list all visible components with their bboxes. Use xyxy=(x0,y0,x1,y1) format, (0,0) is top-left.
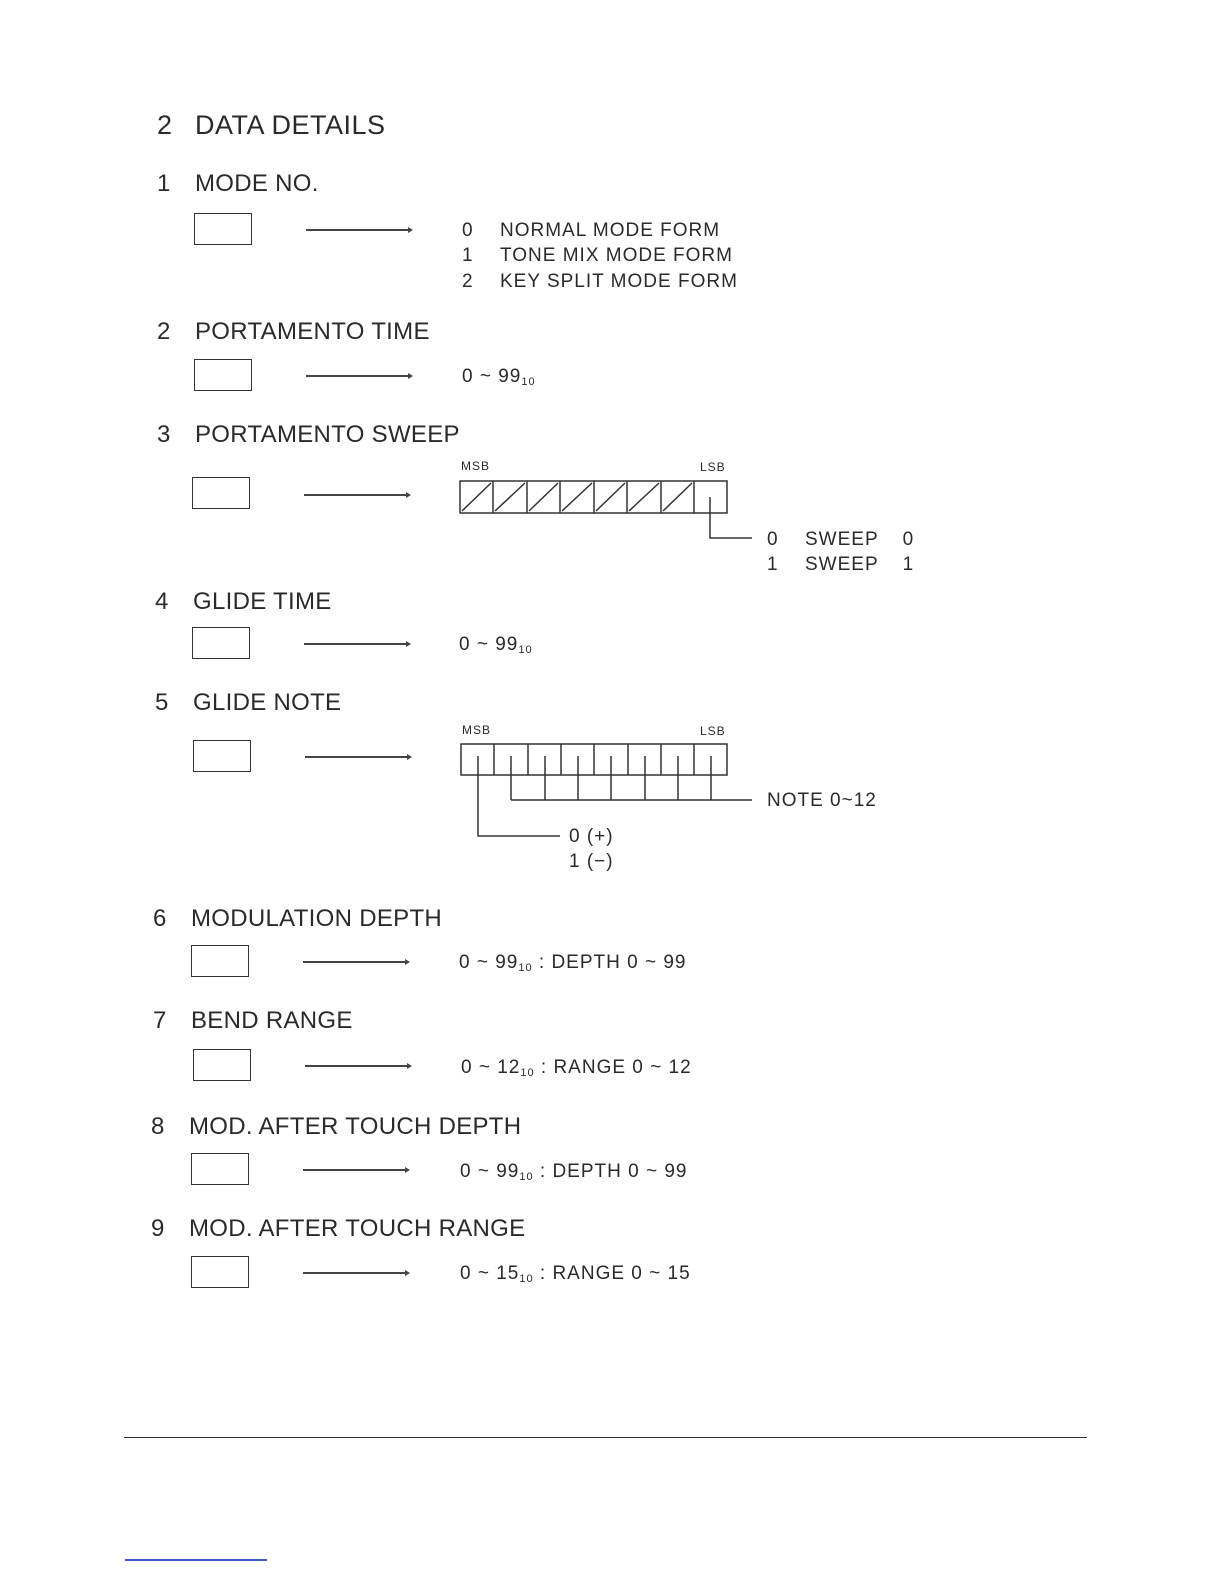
section-portamento-time: 2 PORTAMENTO TIME xyxy=(157,318,430,345)
value-range: 0 ~ $12_{10}$ : RANGE 0 ~ 12 xyxy=(461,1057,692,1079)
sign-plus-label: 0 (+) xyxy=(569,826,614,847)
section-portamento-sweep: 3 PORTAMENTO SWEEP xyxy=(157,421,460,448)
option-row: 0 NORMAL MODE FORM xyxy=(462,220,721,241)
footer-divider xyxy=(124,1437,1087,1438)
note-range-label: NOTE 0~12 xyxy=(767,790,877,811)
section-mod-after-touch-depth: 8 MOD. AFTER TOUCH DEPTH xyxy=(151,1113,522,1140)
value-range: 0 ~ $99_{10}$ : DEPTH 0 ~ 99 xyxy=(459,952,687,974)
lsb-label: LSB xyxy=(700,724,726,738)
msb-label: MSB xyxy=(462,723,492,737)
value-range: 0 ~ $15_{10}$ : RANGE 0 ~ 15 xyxy=(460,1263,691,1285)
msb-label: MSB xyxy=(461,459,491,473)
footer-link-underline xyxy=(125,1559,267,1561)
section-glide-time: 4 GLIDE TIME xyxy=(155,588,332,615)
option-row: 1 TONE MIX MODE FORM xyxy=(462,245,733,266)
section-modulation-depth: 6 MODULATION DEPTH xyxy=(153,905,443,932)
arrow-right-icon xyxy=(305,1065,409,1067)
value-range: 0 ~ $99_{10}$ xyxy=(462,366,536,388)
section-title: MODE NO. xyxy=(195,170,319,197)
option-row: 1 SWEEP 1 xyxy=(767,554,915,575)
section-glide-note: 5 GLIDE NOTE xyxy=(155,689,342,716)
page-title-number: 2 xyxy=(157,110,173,140)
arrow-right-icon xyxy=(303,961,407,963)
option-row: 0 SWEEP 0 xyxy=(767,529,915,550)
option-row: 2 KEY SPLIT MODE FORM xyxy=(462,271,738,292)
section-number: 1 xyxy=(157,170,171,197)
data-field-box xyxy=(191,945,249,977)
data-field-box xyxy=(191,1256,249,1288)
page-title-text: DATA DETAILS xyxy=(195,110,386,140)
lsb-label: LSB xyxy=(700,460,726,474)
value-range: 0 ~ $99_{10}$ xyxy=(459,634,533,656)
arrow-right-icon xyxy=(303,1272,407,1274)
section-mod-after-touch-range: 9 MOD. AFTER TOUCH RANGE xyxy=(151,1215,526,1242)
arrow-right-icon xyxy=(303,1169,407,1171)
data-field-box xyxy=(193,1049,251,1081)
value-range: 0 ~ $99_{10}$ : DEPTH 0 ~ 99 xyxy=(460,1161,688,1183)
data-field-box xyxy=(191,1153,249,1185)
sign-minus-label: 1 (−) xyxy=(569,851,614,872)
section-bend-range: 7 BEND RANGE xyxy=(153,1007,353,1034)
